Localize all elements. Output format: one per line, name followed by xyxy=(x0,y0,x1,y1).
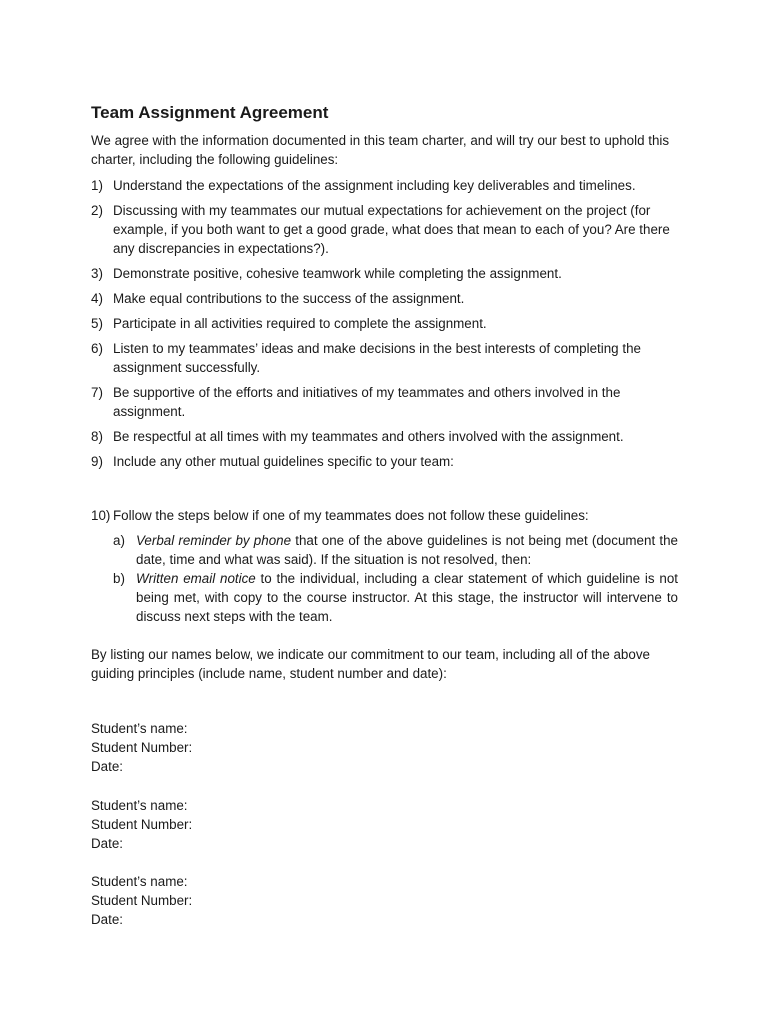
guideline-text: Listen to my teammates’ ideas and make decisions in the best interests of completing the assignment successfully. xyxy=(113,341,641,375)
guideline-number: 2) xyxy=(91,203,103,218)
escalation-step xyxy=(113,569,678,626)
escalation-step xyxy=(113,531,678,569)
student-number-label: Student Number: xyxy=(91,817,193,832)
student-name-label: Student’s name: xyxy=(91,721,188,736)
guideline-item xyxy=(91,314,681,333)
student-name-label: Student’s name: xyxy=(91,798,188,813)
step-method: Verbal reminder by phone xyxy=(136,533,292,548)
student-number-label: Student Number: xyxy=(91,893,193,908)
guideline-text: Include any other mutual guidelines specific to your team: xyxy=(113,454,454,469)
date-label: Date: xyxy=(91,836,124,851)
guideline-item xyxy=(91,264,681,283)
guideline-item xyxy=(91,201,681,258)
guideline-text: Discussing with my teammates our mutual expectations for achievement on the project (for example, if you both want to get a good grade, what does that mean to each of you? Are there any discrepancies in expectations?). xyxy=(113,203,670,256)
signature-block xyxy=(91,872,192,929)
guideline-number: 1) xyxy=(91,178,103,193)
step-method: Written email notice xyxy=(136,571,256,586)
document-title: Team Assignment Agreement xyxy=(91,103,329,122)
student-number-label: Student Number: xyxy=(91,740,193,755)
guideline-item-10 xyxy=(91,506,681,525)
intro-paragraph: We agree with the information documented in this team charter, and will try our best to uphold this charter, including the following guidelines: xyxy=(91,133,670,167)
signature-block xyxy=(91,796,192,853)
guideline-number: 3) xyxy=(91,266,103,281)
date-label: Date: xyxy=(91,912,124,927)
guideline-text: Participate in all activities required to complete the assignment. xyxy=(113,316,487,331)
guideline-item xyxy=(91,339,681,377)
step-text: that one of the above guidelines is not being met (document the date, time and what was said). If the situation is not resolved, then: xyxy=(136,533,678,567)
guideline-number: 6) xyxy=(91,341,103,356)
step-text: to the individual, including a clear statement of which guideline is not being met, with copy to the course instructor. At this stage, the instructor will intervene to discuss next steps with the team. xyxy=(136,571,678,624)
guideline-text: Be respectful at all times with my teammates and others involved with the assignment. xyxy=(113,429,624,444)
guidelines-list xyxy=(91,176,681,477)
guideline-number: 5) xyxy=(91,316,103,331)
student-name-label: Student’s name: xyxy=(91,874,188,889)
step-letter: b) xyxy=(113,571,125,586)
guideline-number: 4) xyxy=(91,291,103,306)
guideline-item xyxy=(91,427,681,446)
guideline-text: Demonstrate positive, cohesive teamwork while completing the assignment. xyxy=(113,266,562,281)
guideline-number: 9) xyxy=(91,454,103,469)
guideline-item xyxy=(91,289,681,308)
guideline-number: 8) xyxy=(91,429,103,444)
guideline-text: Make equal contributions to the success of the assignment. xyxy=(113,291,465,306)
guideline-text: Understand the expectations of the assignment including key deliverables and timelines. xyxy=(113,178,636,193)
guideline-item xyxy=(91,176,681,195)
escalation-steps xyxy=(113,531,678,626)
guideline-text: Be supportive of the efforts and initiatives of my teammates and others involved in the assignment. xyxy=(113,385,621,419)
guideline-number: 7) xyxy=(91,385,103,400)
guideline-number: 10) xyxy=(91,508,111,523)
guideline-item xyxy=(91,452,681,471)
signature-block xyxy=(91,719,192,776)
guideline-text: Follow the steps below if one of my teammates does not follow these guidelines: xyxy=(113,508,589,523)
date-label: Date: xyxy=(91,759,124,774)
commitment-paragraph: By listing our names below, we indicate our commitment to our team, including all of the above guiding principles (include name, student number and date): xyxy=(91,647,650,681)
guideline-item xyxy=(91,383,681,421)
step-letter: a) xyxy=(113,533,125,548)
